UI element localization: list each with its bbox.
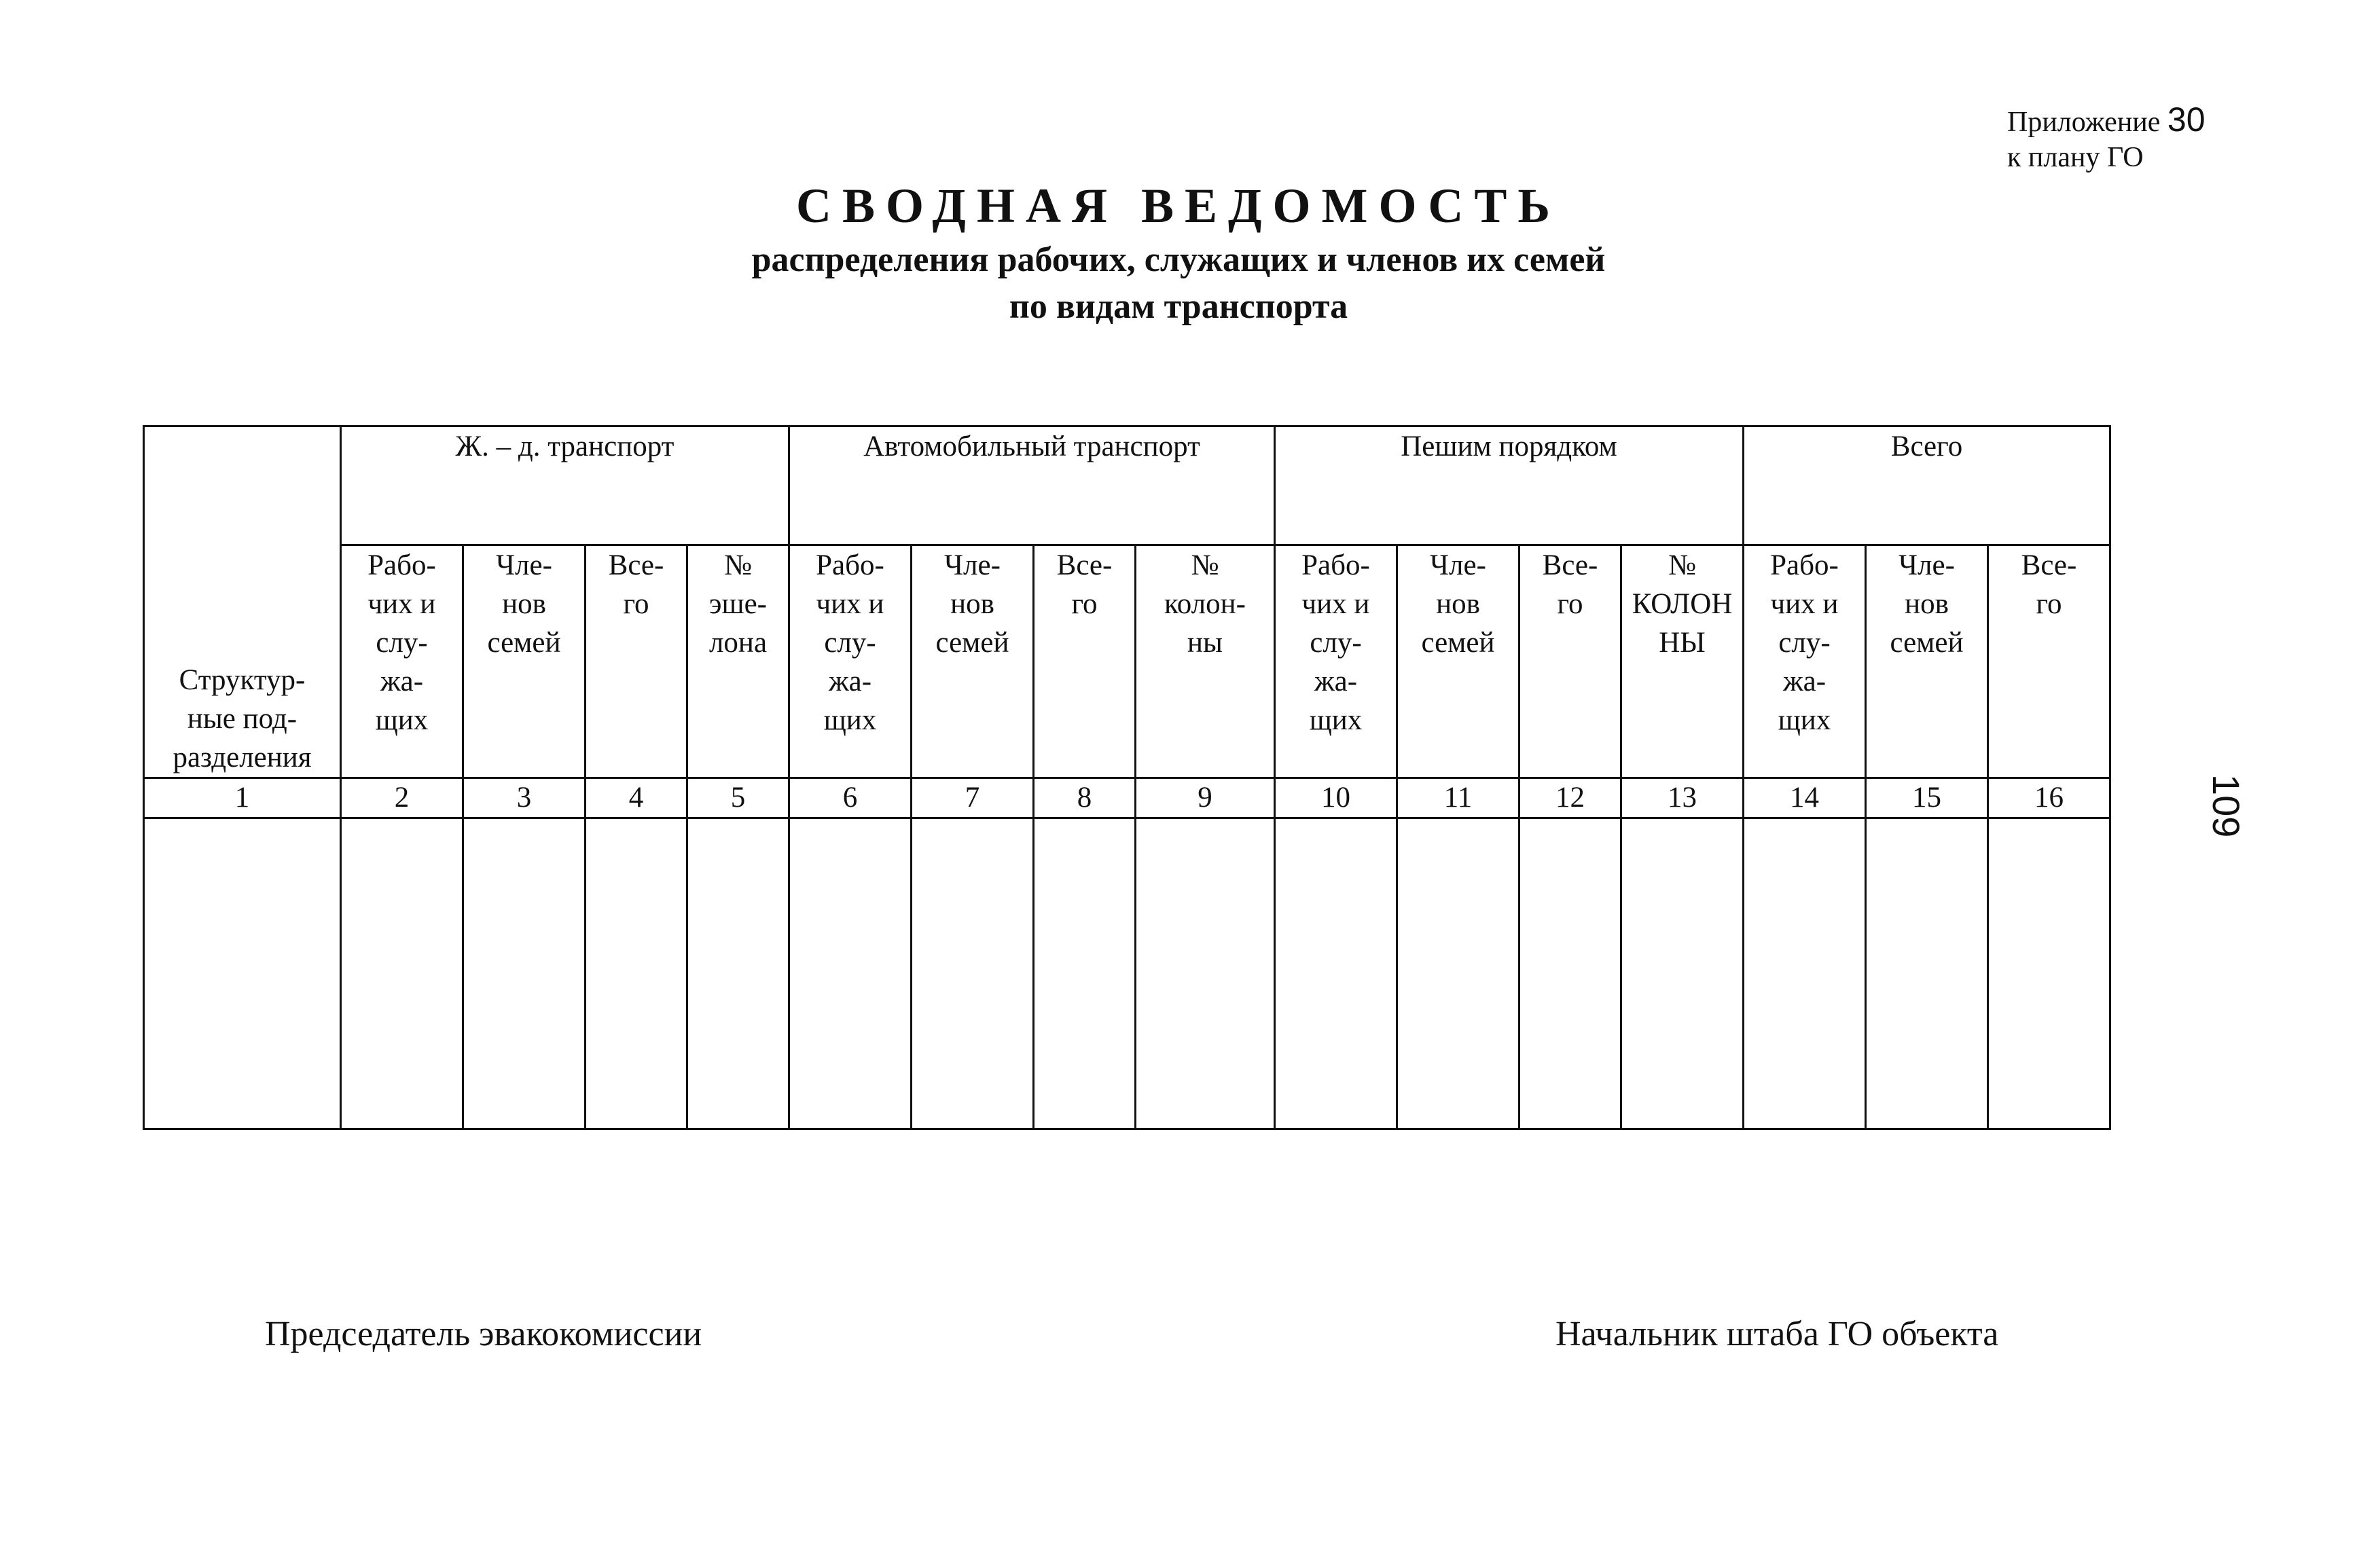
table-column-number-row <box>144 778 2110 818</box>
column-number: 5 <box>687 778 789 818</box>
subheader-cell: Чле- нов семей <box>1397 545 1519 778</box>
subheader-cell: Чле- нов семей <box>912 545 1034 778</box>
header-structural-units: Структур- ные под- разделения <box>144 426 341 778</box>
table-group-header-row <box>144 426 2110 545</box>
appendix-note <box>2007 102 2206 175</box>
column-number: 11 <box>1397 778 1519 818</box>
appendix-label: Приложение <box>2007 107 2161 138</box>
subheader-cell: Все- го <box>1034 545 1136 778</box>
column-number: 3 <box>463 778 586 818</box>
column-number: 15 <box>1866 778 1988 818</box>
table-subheader-row <box>144 545 2110 778</box>
column-number: 4 <box>586 778 687 818</box>
column-number: 2 <box>341 778 463 818</box>
subheader-cell: № колон- ны <box>1136 545 1275 778</box>
column-number: 8 <box>1034 778 1136 818</box>
column-number: 12 <box>1519 778 1621 818</box>
column-number: 16 <box>1988 778 2110 818</box>
column-number: 9 <box>1136 778 1275 818</box>
table-cell <box>341 818 463 1129</box>
table-cell <box>789 818 912 1129</box>
subheader-cell: Рабо- чих и слу- жа- щих <box>789 545 912 778</box>
table-cell <box>1519 818 1621 1129</box>
table-cell <box>1621 818 1744 1129</box>
page-number: 109 <box>2205 774 2248 838</box>
table-cell <box>1034 818 1136 1129</box>
column-number: 1 <box>144 778 341 818</box>
column-number: 10 <box>1275 778 1397 818</box>
appendix-line2: к плану ГО <box>2007 142 2144 173</box>
subheader-cell: Чле- нов семей <box>1866 545 1988 778</box>
column-number: 7 <box>912 778 1034 818</box>
column-number: 6 <box>789 778 912 818</box>
subheader-cell: Все- го <box>1988 545 2110 778</box>
document-subtitle-line2: по видам транспорта <box>1009 287 1348 326</box>
table-cell <box>144 818 341 1129</box>
document-title: СВОДНАЯ ВЕДОМОСТЬ <box>795 179 1561 233</box>
table-cell <box>1136 818 1275 1129</box>
table-cell <box>1275 818 1397 1129</box>
table-cell <box>912 818 1034 1129</box>
subheader-cell: Все- го <box>586 545 687 778</box>
signature-chief-of-staff: Начальник штаба ГО объекта <box>1555 1315 1999 1353</box>
signature-chairman: Председатель эвакокомиссии <box>265 1315 702 1353</box>
table-row <box>144 818 2110 1129</box>
table-cell <box>1744 818 1866 1129</box>
column-number: 14 <box>1744 778 1866 818</box>
summary-table <box>143 425 2111 1130</box>
table-cell <box>463 818 586 1129</box>
table-cell <box>687 818 789 1129</box>
subheader-cell: Рабо- чих и слу- жа- щих <box>1275 545 1397 778</box>
table-cell <box>1988 818 2110 1129</box>
subheader-cell: Чле- нов семей <box>463 545 586 778</box>
subheader-cell: Рабо- чих и слу- жа- щих <box>341 545 463 778</box>
group-header-auto: Автомобильный транспорт <box>789 426 1275 545</box>
table-cell <box>1397 818 1519 1129</box>
column-number: 13 <box>1621 778 1744 818</box>
group-header-foot: Пешим порядком <box>1275 426 1744 545</box>
table-cell <box>1866 818 1988 1129</box>
subheader-cell: Все- го <box>1519 545 1621 778</box>
subheader-cell: № КОЛОН НЫ <box>1621 545 1744 778</box>
group-header-total: Всего <box>1744 426 2110 545</box>
group-header-rail: Ж. – д. транспорт <box>341 426 789 545</box>
subheader-cell: № эше- лона <box>687 545 789 778</box>
document-subtitle-line1: распределения рабочих, служащих и членов их семей <box>751 240 1606 279</box>
table-cell <box>586 818 687 1129</box>
appendix-number: 30 <box>2167 101 2206 139</box>
subheader-cell: Рабо- чих и слу- жа- щих <box>1744 545 1866 778</box>
